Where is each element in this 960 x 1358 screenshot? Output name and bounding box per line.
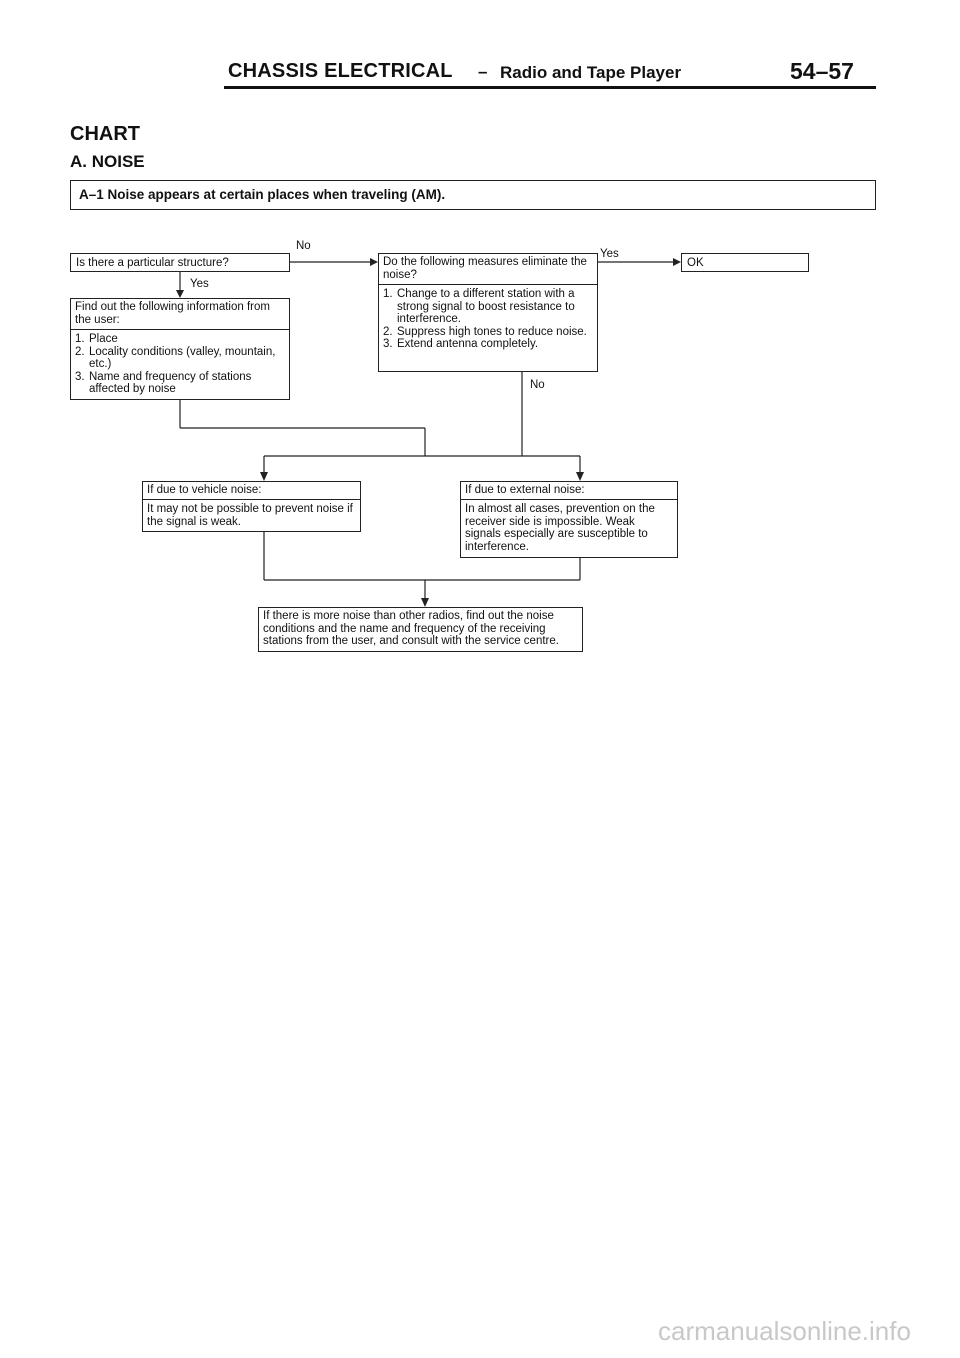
measures-title: Do the following measures eliminate the noise? (379, 254, 597, 285)
arrow-to-external (576, 472, 584, 481)
subsection-title: Radio and Tape Player (500, 63, 682, 82)
measures-box (378, 253, 598, 372)
vehicle-noise-title: If due to vehicle noise: (143, 482, 360, 500)
arrow-to-final (421, 598, 429, 607)
measures-item-2: 2. Suppress high tones to reduce noise. (383, 325, 587, 338)
chart-heading: CHART (70, 123, 140, 145)
external-noise-box (460, 481, 678, 558)
final-text: If there is more noise than other radios, find out the noise conditions and the name and frequency of the receiving stations from the user, and consult with the service centre. (263, 610, 559, 648)
q1-box (70, 253, 290, 272)
info-box (70, 298, 290, 400)
measures-list (383, 288, 593, 351)
info-list (75, 333, 285, 396)
ok-box (681, 253, 809, 272)
info-title: Find out the following information from the user: (71, 299, 289, 330)
watermark: carmanualsonline.info (658, 1316, 911, 1346)
external-noise-text: In almost all cases, prevention on the receiver side is impossible. Weak signals especially are susceptible to interference. (465, 503, 655, 553)
info-item-1: 1. Place (75, 333, 118, 345)
vehicle-noise-text: It may not be possible to prevent noise if the signal is weak. (147, 503, 353, 528)
case-title: A–1 Noise appears at certain places when traveling (AM). (79, 187, 446, 202)
q1-yes-label: Yes (190, 278, 209, 290)
q1-no-label: No (296, 240, 311, 252)
final-box (258, 607, 583, 652)
measures-item-3: 3. Extend antenna completely. (383, 338, 539, 351)
external-noise-title: If due to external noise: (461, 482, 677, 500)
section-heading: A. NOISE (70, 152, 145, 171)
info-item-2: 2. Locality conditions (valley, mountain, etc.) (75, 345, 276, 371)
vehicle-noise-box (142, 481, 361, 532)
arrow-to-vehicle (260, 472, 268, 481)
q1-text: Is there a particular structure? (76, 257, 229, 269)
ok-text: OK (687, 257, 704, 269)
section-title: CHASSIS ELECTRICAL (228, 60, 453, 82)
measures-no-label: No (530, 379, 545, 391)
page-number: 54–57 (790, 58, 854, 84)
arrow-to-ok (673, 258, 681, 266)
measures-yes-label: Yes (600, 248, 619, 260)
title-dash: – (478, 62, 488, 81)
info-item-3: 3. Name and frequency of stations affected by noise (75, 370, 252, 396)
measures-item-1: 1. Change to a different station with a strong signal to boost resistance to interference. (383, 288, 575, 326)
arrow-to-measures (370, 258, 378, 266)
arrow-to-info (176, 290, 184, 298)
